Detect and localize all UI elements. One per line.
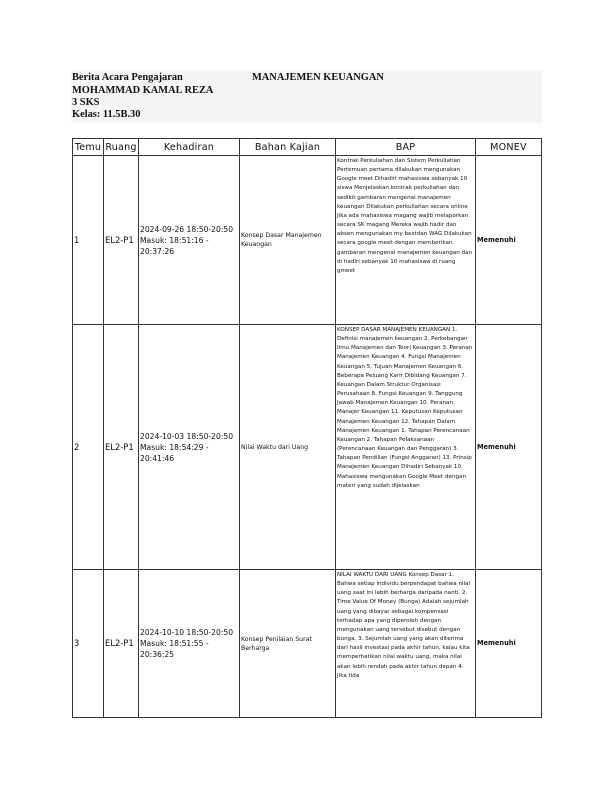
bap-text: NILAI WAKTU DARI UANG Konsep Dasar 1. Bahwa setiap individu berpendapat bahwa nilai uang saat ini lebih berharga daripada nanti. 2. Time Value Of Money (Bunga) Adalah sejumlah uang yang dibayar sebagai kompensasi terhadap apa yang diperoleh dengan mengunakan uang tersebut disebut dengan bunga. 3. Sejumlah uang yang akan diterima dari hasil investasi pada akhir tahun, kalau kita memperhatikan nilai waktu uang, maka nilai akan lebih rendah pada akhir tahun depan 4. Jika tida <box>337 572 471 679</box>
session-time: 2024-10-03 18:50-20:50 <box>140 431 234 441</box>
cell-kehadiran <box>139 570 240 718</box>
cell-temu: 2 <box>73 325 104 570</box>
cell-temu: 1 <box>73 156 104 325</box>
document-header <box>71 71 542 123</box>
cell-temu: 3 <box>73 570 104 718</box>
col-bap: BAP <box>336 139 476 156</box>
cell-kehadiran <box>139 325 240 570</box>
cell-bap <box>336 156 476 325</box>
cell-ruang: EL2-P1 <box>104 325 139 570</box>
cell-monev: Memenuhi <box>476 156 542 325</box>
table-row <box>73 156 542 325</box>
cell-bahan-kajian: Nilai Waktu dari Uang <box>240 325 336 570</box>
session-time: 2024-09-26 18:50-20:50 <box>140 224 234 234</box>
cell-monev: Memenuhi <box>476 570 542 718</box>
lecturer-name: MOHAMMAD KAMAL REZA <box>72 85 214 96</box>
table-row <box>73 325 542 570</box>
session-time: 2024-10-10 18:50-20:50 <box>140 628 234 637</box>
col-monev: MONEV <box>476 139 542 156</box>
check-in-time: Masuk: 18:54:29 - 20:41:46 <box>140 442 209 463</box>
cell-ruang: EL2-P1 <box>104 570 139 718</box>
course-title: MANAJEMEN KEUANGAN <box>252 72 384 83</box>
table-row <box>73 570 542 718</box>
credit-units: 3 SKS <box>72 97 100 108</box>
bap-text: Kontrak Perkuliahan dan Sistem Perkuliahan Pertemuan pertama dilakukan mengunakan Google meet Dihadiri mahasiswa sebanyak 10 siswa Menjelaskan kontrak perkuliahan dan sedikit gambaran mengenai manajemen keuangan Dilakukan perkuliahan secara online Jika ada mahasiswa magang wajib melaporkan secara SK magang Mereka wajib hadir dan absen mengunakan my bestdan WAG Dilakukan secara google meet dengan memberikan gambaran mengenai manajemen keuangan dan di hadiri sebanyak 10 mahasiswa di ruang gmeet <box>337 158 473 274</box>
col-kehadiran: Kehadiran <box>139 139 240 156</box>
cell-monev: Memenuhi <box>476 325 542 570</box>
cell-bap <box>336 325 476 570</box>
check-in-time: Masuk: 18:51:55 - 20:36:25 <box>140 639 209 659</box>
cell-ruang: EL2-P1 <box>104 156 139 325</box>
cell-kehadiran <box>139 156 240 325</box>
cell-bap <box>336 570 476 718</box>
col-bahan-kajian: Bahan Kajian <box>240 139 336 156</box>
table-header-row <box>73 139 542 156</box>
cell-bahan-kajian: Konsep Dasar Manajemen Keuangan <box>240 156 336 325</box>
doc-title: Berita Acara Pengajaran <box>72 72 183 83</box>
check-in-time: Masuk: 18:51:16 - 20:37:26 <box>140 235 209 256</box>
col-temu: Temu <box>73 139 104 156</box>
attendance-table <box>72 138 542 718</box>
cell-bahan-kajian: Konsep Penilaian Surat Berharga <box>240 570 336 718</box>
class-label: Kelas: 11.5B.30 <box>72 109 141 120</box>
bap-text: KONSEP DASAR MANAJEMEN KEUANGAN 1. Definisi manajemen keuangan 2. Perkebangan Ilmu Manajemen dan Teori Keuangan 3. Peranan Manajemen Keuangan 4. Fungsi Manajemen Keuangan 5. Tujuan Manajemen Keuangan 6. Beberapa Peluang Karir Dibidang Keuangan 7. Keuangan Dalam Struktur Organisasi Perusahaan 8. Fungsi Keuangan 9. Tanggung Jawab Manajemen Keuangan 10. Peranan Manajer Keuangan 11. Keputusan Keputusan Manajemen Keuangan 12. Tahapan Dalam Manajemen Keuangan 1. Tahapan Perencanaan Keuangan 2. Tahapan Pelaksanaan (Perencanaan Keuangan dan Penggaran) 3. Tahapan Pendilian (Fungsi Anggaran) 13. Prinsip Manajemen Keuangan Dihadiri Sebanyak 10 Mahasiswa mengunakan Google Meet dengan materi yang sudah dijelaskan <box>337 327 473 489</box>
col-ruang: Ruang <box>104 139 139 156</box>
